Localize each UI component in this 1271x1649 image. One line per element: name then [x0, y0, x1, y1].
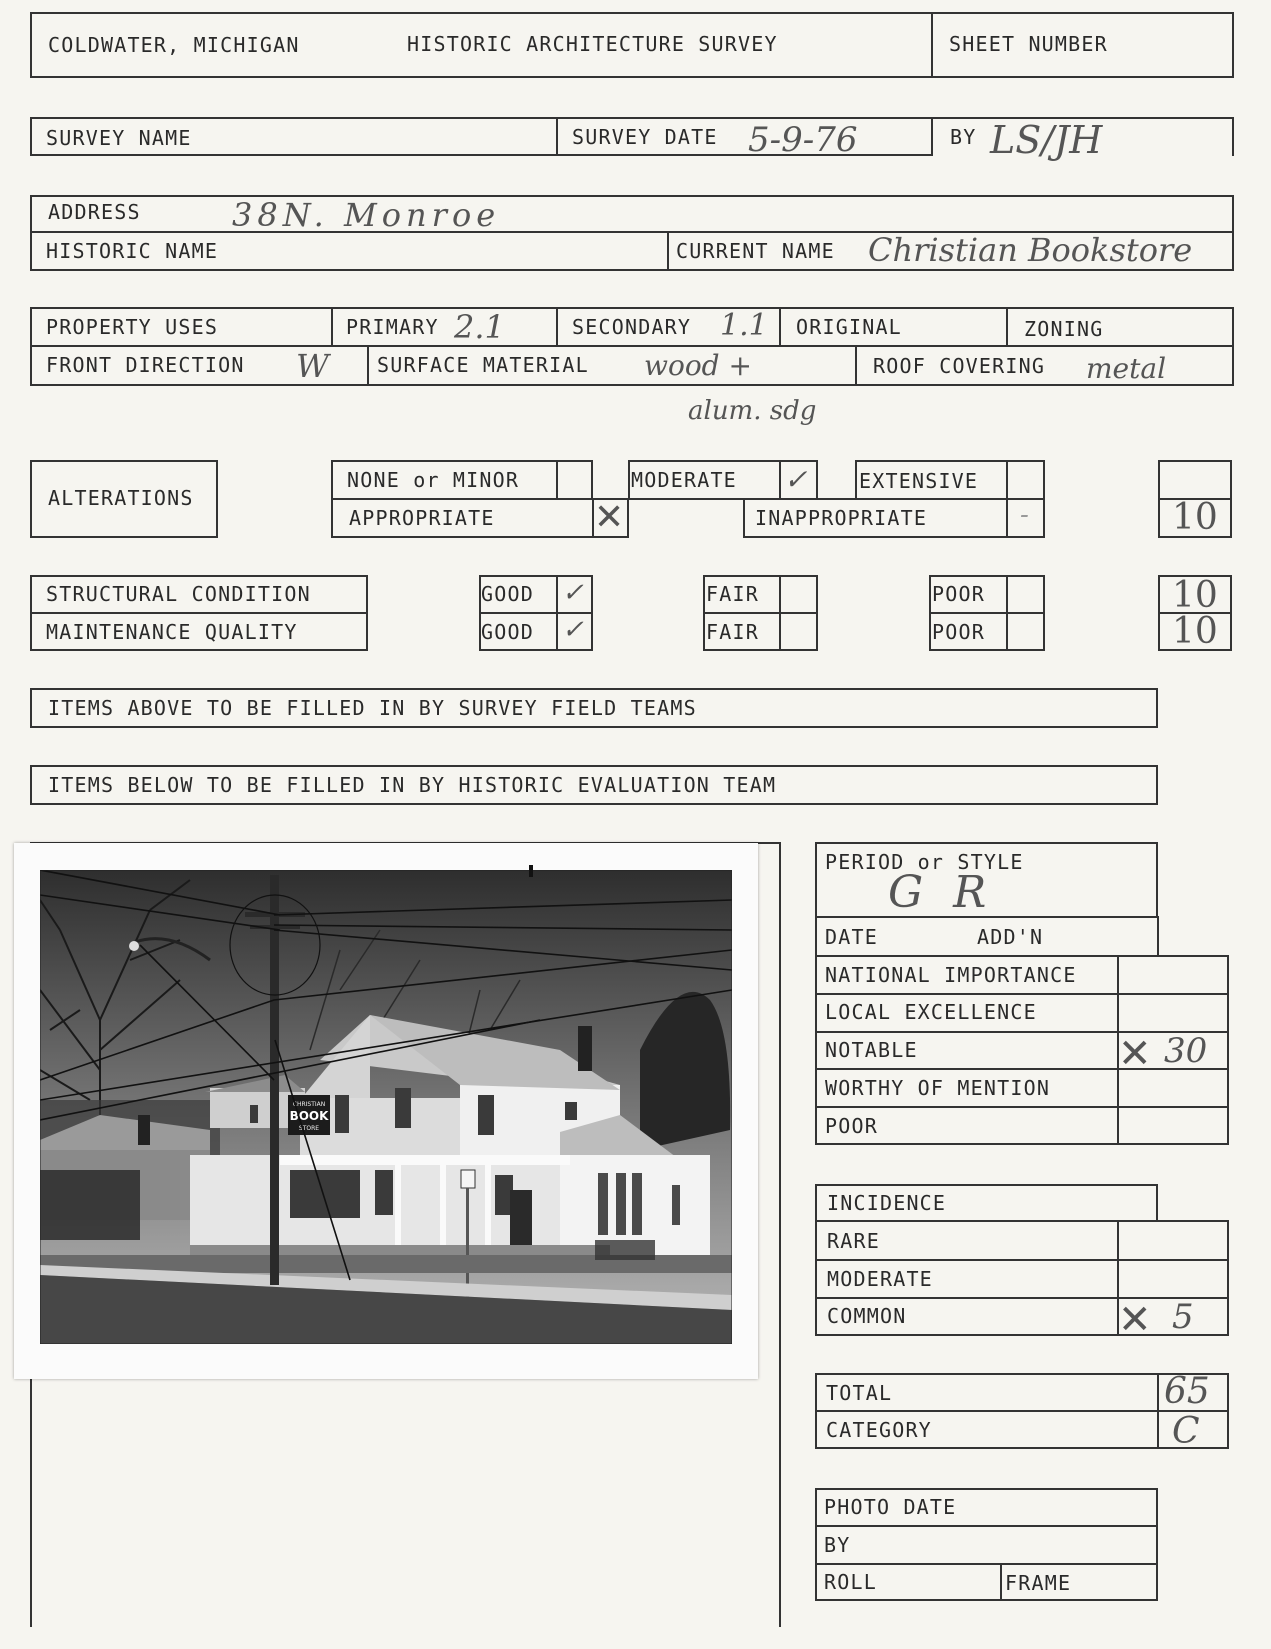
- address-value: 38N. Monroe: [232, 196, 501, 234]
- surface-material-label: SURFACE MATERIAL: [377, 353, 589, 377]
- photo-info-div: [1000, 1563, 1002, 1601]
- survey-div2: [931, 117, 933, 156]
- property-div4: [1006, 307, 1008, 346]
- category-label: CATEGORY: [826, 1418, 932, 1442]
- totals-div: [1157, 1373, 1159, 1449]
- photo-area-right-edge: [779, 842, 781, 1627]
- incidence-line-1: [815, 1259, 1229, 1261]
- appropriate-label: APPROPRIATE: [349, 506, 495, 530]
- national-importance-label: NATIONAL IMPORTANCE: [825, 963, 1077, 987]
- property-div1: [331, 307, 333, 346]
- eval-right-edge: [1157, 916, 1159, 956]
- moderate-mark: ✓: [784, 463, 808, 496]
- incidence-line-3: [815, 1334, 1229, 1336]
- maintenance-fair-label: FAIR: [706, 620, 759, 644]
- eval-score-right: [1227, 955, 1229, 1145]
- eval-poor-label: POOR: [825, 1114, 878, 1138]
- rare-label: RARE: [827, 1229, 880, 1253]
- survey-name-label: SURVEY NAME: [46, 126, 192, 150]
- eval-line-1: [815, 955, 1229, 957]
- current-name-label: CURRENT NAME: [676, 239, 835, 263]
- incidence-left-edge: [815, 1220, 817, 1336]
- eval-date-label: DATE: [825, 925, 878, 949]
- original-label: ORIGINAL: [796, 315, 902, 339]
- total-value: 65: [1164, 1371, 1210, 1412]
- survey-date-label: SURVEY DATE: [572, 125, 718, 149]
- maintenance-poor-label: POOR: [932, 620, 985, 644]
- alterations-label: ALTERATIONS: [48, 486, 194, 510]
- period-label: PERIOD or STYLE: [825, 850, 1024, 874]
- structural-condition-label: STRUCTURAL CONDITION: [46, 582, 311, 606]
- secondary-value: 1.1: [720, 308, 768, 343]
- property-div2: [556, 307, 558, 346]
- items-below-note: ITEMS BELOW TO BE FILLED IN BY HISTORIC EVALUATION TEAM: [48, 773, 777, 797]
- survey-by-label: BY: [950, 125, 977, 149]
- primary-value: 2.1: [454, 308, 505, 346]
- structural-poor-label: POOR: [932, 582, 985, 606]
- good-box-div: [556, 575, 558, 651]
- worthy-of-mention-label: WORTHY OF MENTION: [825, 1076, 1051, 1100]
- sign-line2: BOOK: [289, 1109, 329, 1123]
- form-title: HISTORIC ARCHITECTURE SURVEY: [407, 32, 778, 56]
- survey-date-value: 5-9-76: [748, 120, 858, 160]
- location-label: COLDWATER, MICHIGAN: [48, 33, 300, 57]
- surface-material-value: wood +: [644, 349, 752, 382]
- incidence-line-top: [1117, 1220, 1229, 1222]
- survey-left-edge: [30, 117, 32, 156]
- sign-line3: STORE: [298, 1125, 320, 1132]
- current-name-value: Christian Bookstore: [868, 231, 1193, 269]
- items-above-note: ITEMS ABOVE TO BE FILLED IN BY SURVEY FIELD TEAMS: [48, 696, 697, 720]
- header-divider: [931, 12, 933, 78]
- property-div5: [367, 345, 369, 386]
- photo-tape-mark: [529, 865, 533, 877]
- building-photo-image: [40, 870, 732, 1344]
- survey-right-edge: [1232, 117, 1234, 156]
- surface-material-value-line2: alum. sdg: [688, 396, 817, 426]
- structural-good-label: GOOD: [481, 582, 534, 606]
- structural-fair-label: FAIR: [706, 582, 759, 606]
- property-mid-line: [30, 345, 1234, 347]
- eval-line-6: [815, 1143, 1229, 1145]
- period-value: GR: [888, 867, 1017, 918]
- roof-covering-value: metal: [1086, 352, 1167, 385]
- secondary-label: SECONDARY: [572, 315, 692, 339]
- survey-div1: [556, 117, 558, 156]
- roll-label: ROLL: [824, 1570, 877, 1594]
- photo-by-label: BY: [824, 1533, 851, 1557]
- poor-box-mid: [929, 612, 1045, 614]
- front-direction-value: W: [296, 347, 329, 385]
- alterations-score: 10: [1172, 497, 1218, 538]
- moderate-check-div: [779, 460, 781, 500]
- inappropriate-mark: -: [1020, 500, 1029, 530]
- address-label: ADDRESS: [48, 200, 141, 224]
- eval-addn-label: ADD'N: [977, 925, 1044, 949]
- zoning-label: ZONING: [1024, 317, 1104, 341]
- maintenance-score: 10: [1172, 611, 1218, 652]
- primary-label: PRIMARY: [346, 315, 439, 339]
- incidence-score-right: [1227, 1220, 1229, 1336]
- sheet-number-label: SHEET NUMBER: [949, 32, 1108, 56]
- maintenance-good-label: GOOD: [481, 620, 534, 644]
- common-score: 5: [1172, 1297, 1194, 1337]
- photo-info-line-1: [815, 1525, 1158, 1527]
- structural-score: 10: [1172, 575, 1218, 616]
- notable-score: 30: [1164, 1031, 1208, 1071]
- incidence-line-2: [815, 1297, 1229, 1299]
- roof-covering-label: ROOF COVERING: [873, 354, 1046, 378]
- inappropriate-check-div: [1006, 498, 1008, 538]
- condition-label-mid: [30, 612, 368, 614]
- sign-line1: CHRISTIAN: [292, 1101, 326, 1108]
- incidence-label: INCIDENCE: [827, 1191, 947, 1215]
- inappropriate-label: INAPPROPRIATE: [755, 506, 928, 530]
- front-direction-label: FRONT DIRECTION: [46, 353, 245, 377]
- eval-line-2: [815, 993, 1229, 995]
- common-label: COMMON: [827, 1304, 907, 1328]
- photo-info-line-2: [815, 1563, 1158, 1565]
- survey-by-value: LS/JH: [990, 118, 1103, 162]
- building-photo: [14, 843, 758, 1379]
- none-minor-label: NONE or MINOR: [347, 468, 520, 492]
- category-value: C: [1172, 1411, 1200, 1452]
- moderate-label: MODERATE: [631, 468, 737, 492]
- appropriate-mark: ✕: [594, 497, 625, 538]
- local-excellence-label: LOCAL EXCELLENCE: [825, 1000, 1037, 1024]
- total-label: TOTAL: [826, 1381, 893, 1405]
- good-box-mid: [479, 612, 593, 614]
- maintenance-good-mark: ✓: [562, 615, 584, 645]
- frame-label: FRAME: [1005, 1571, 1072, 1595]
- eval-line-5: [815, 1106, 1229, 1108]
- poor-box-div: [1006, 575, 1008, 651]
- none-minor-check-div: [556, 460, 558, 500]
- structural-good-mark: ✓: [562, 578, 584, 608]
- extensive-check-div: [1006, 460, 1008, 500]
- notable-mark: ✕: [1118, 1031, 1152, 1077]
- notable-label: NOTABLE: [825, 1038, 918, 1062]
- property-div6: [855, 345, 857, 386]
- historic-name-label: HISTORIC NAME: [46, 239, 219, 263]
- fair-box-div: [779, 575, 781, 651]
- common-mark: ✕: [1118, 1297, 1152, 1343]
- photo-date-label: PHOTO DATE: [824, 1495, 957, 1519]
- extensive-label: EXTENSIVE: [859, 469, 979, 493]
- property-uses-label: PROPERTY USES: [46, 315, 219, 339]
- incidence-moderate-label: MODERATE: [827, 1267, 933, 1291]
- fair-box-mid: [703, 612, 818, 614]
- maintenance-quality-label: MAINTENANCE QUALITY: [46, 620, 298, 644]
- address-div: [667, 231, 669, 271]
- property-div3: [779, 307, 781, 346]
